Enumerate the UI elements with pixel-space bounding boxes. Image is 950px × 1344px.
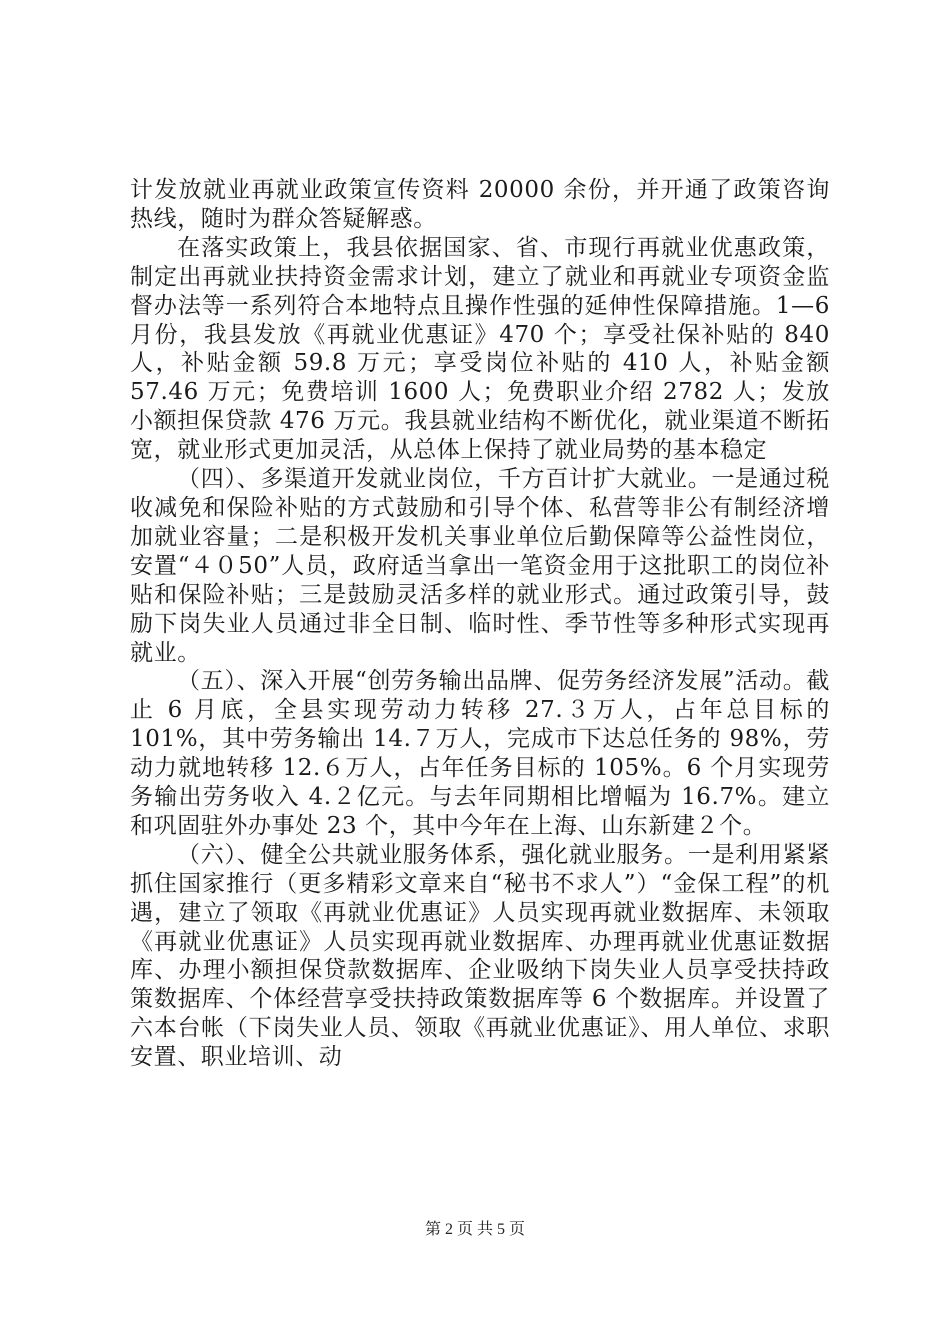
paragraph-section-five: （五）、深入开展“创劳务输出品牌、促劳务经济发展”活动。截止 6 月底，全县实现劳动力转移 27.３万人，占年总目标的 101%，其中劳务输出 14.７万人，完成市下达总任务的 98%，劳动力就地转移 12.６万人，占年任务目标的 105%。6 个月实现劳务输出劳务收入 4.２亿元。与去年同期相比增幅为 16.7%。建立和巩固驻外办事处 23 个，其中今年在上海、山东新建２个。 [130, 668, 830, 839]
document-body [130, 176, 830, 1072]
paragraph-section-four: （四）、多渠道开发就业岗位，千方百计扩大就业。一是通过税收减免和保险补贴的方式鼓励和引导个体、私营等非公有制经济增加就业容量；二是积极开发机关事业单位后勤保障等公益性岗位，安置“４０50”人员，政府适当拿出一笔资金用于这批职工的岗位补贴和保险补贴；三是鼓励灵活多样的就业形式。通过政策引导，鼓励下岗失业人员通过非全日制、临时性、季节性等多种形式实现再就业。 [130, 466, 830, 666]
paragraph-continuation: 计发放就业再就业政策宣传资料 20000 余份，并开通了政策咨询热线，随时为群众答疑解惑。 [130, 177, 830, 232]
paragraph-section-six: （六）、健全公共就业服务体系，强化就业服务。一是利用紧紧抓住国家推行（更多精彩文章来自“秘书不求人”）“金保工程”的机遇，建立了领取《再就业优惠证》人员实现再就业数据库、未领取《再就业优惠证》人员实现再就业数据库、办理再就业优惠证数据库、办理小额担保贷款数据库、企业吸纳下岗失业人员享受扶持政策数据库、个体经营享受扶持政策数据库等 6 个数据库。并设置了六本台帐（下岗失业人员、领取《再就业优惠证》、用人单位、求职安置、职业培训、动 [130, 841, 830, 1071]
page-number-footer: 第 2 页 共 5 页 [424, 1221, 525, 1238]
paragraph-policy-implementation: 在落实政策上，我县依据国家、省、市现行再就业优惠政策，制定出再就业扶持资金需求计划，建立了就业和再就业专项资金监督办法等一系列符合本地特点且操作性强的延伸性保障措施。1—6 月份，我县发放《再就业优惠证》470 个；享受社保补贴的 840 人，补贴金额 59.8 万元；享受岗位补贴的 410 人，补贴金额 57.46 万元；免费培训 1600 人；免费职业介绍 2782 人；发放小额担保贷款 476 万元。我县就业结构不断优化，就业渠道不断拓宽，就业形式更加灵活，从总体上保持了就业局势的基本稳定 [130, 234, 830, 464]
